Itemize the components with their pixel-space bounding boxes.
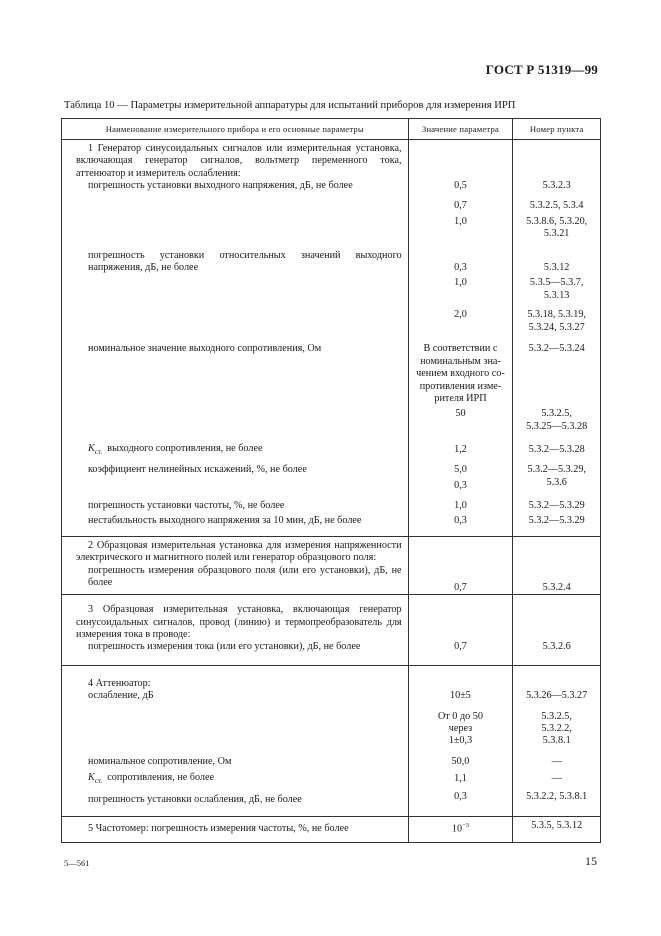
row-value: 0,3 [454, 515, 467, 527]
row-clause: 5.3.2—5.3.29 [528, 515, 585, 527]
table-row [62, 140, 601, 181]
row-value: 1±0,3 [448, 735, 473, 747]
row-value: 0,3 [454, 262, 467, 274]
table-row [62, 274, 601, 306]
row-clause: 5.3.13 [543, 289, 570, 301]
document-id: ГОСТ Р 51319—99 [485, 62, 598, 77]
k-subscript: ст. [94, 776, 103, 785]
group-2-title: 2 Образцовая измерительная установка для измерения напряженности электрического и магнитного полей или генератор образцового поля: [62, 536, 409, 564]
row-value: 0,7 [454, 200, 467, 212]
row-clause: 5.3.24, 5.3.27 [528, 321, 585, 333]
row-name: погрешность установки частоты, %, не более [62, 492, 409, 512]
row-clause: 5.3.2.6 [542, 641, 571, 653]
k-symbol: K [88, 771, 95, 783]
row-value-exponent: −3 [462, 822, 470, 830]
k-symbol: K [88, 442, 95, 454]
row-name: выходного сопротивления, не более [107, 442, 263, 454]
row-value: 1,1 [454, 773, 467, 785]
row-name: сопротивления, не более [107, 771, 215, 783]
row-clause: 5.3.5, 5.3.12 [531, 820, 583, 832]
row-name: погрешность установки ослабления, дБ, не более [62, 791, 409, 817]
table-row [62, 340, 601, 405]
group-3-title: 3 Образцовая измерительная установка, включающая генератор синусоидальных сигналов, провод (линию) и термопреобразователь для измерения тока в проводе: [62, 595, 409, 642]
row-clause: 5.3.6 [546, 476, 567, 488]
table-row [62, 565, 601, 595]
table-row [62, 247, 601, 275]
table-row [62, 641, 601, 665]
row-clause: 5.3.2.4 [542, 581, 571, 593]
table-row [62, 817, 601, 843]
row-clause: 5.3.2.5, [541, 408, 572, 420]
table-row [62, 791, 601, 817]
table-row [62, 180, 601, 192]
row-value: 0,7 [454, 641, 467, 653]
table-row [62, 306, 601, 340]
table-row [62, 769, 601, 791]
table-row [62, 703, 601, 749]
parameters-table [61, 118, 601, 843]
row-clause: 5.3.2.2, 5.3.8.1 [526, 790, 588, 802]
row-clause: 5.3.8.1 [542, 735, 571, 747]
table-row [62, 536, 601, 564]
row-value: В соответствии с [423, 343, 498, 355]
table-row [62, 595, 601, 642]
row-clause: — [551, 773, 562, 785]
table-row [62, 492, 601, 512]
row-value: 5,0 [454, 464, 467, 476]
table-row [62, 213, 601, 247]
row-name: номинальное сопротивление, Ом [62, 749, 409, 769]
column-header-value: Значение параметра [408, 119, 513, 140]
row-clause: 5.3.2—5.3.24 [528, 343, 585, 355]
row-value: 50,0 [451, 756, 470, 768]
row-clause: 5.3.2—5.3.29, [527, 464, 586, 476]
row-clause: 5.3.26—5.3.27 [526, 690, 588, 702]
row-value: через [448, 723, 473, 735]
row-value: противления изме- [419, 380, 502, 392]
row-clause: 5.3.25—5.3.28 [526, 420, 588, 432]
row-value: 1,0 [454, 499, 467, 511]
row-value: номинальным зна- [420, 355, 501, 367]
row-clause: 5.3.2—5.3.29 [528, 499, 585, 511]
row-value: рителя ИРП [434, 393, 487, 405]
row-value: 1,0 [454, 277, 467, 289]
row-clause: 5.3.2.3 [542, 180, 571, 192]
table-row [62, 461, 601, 492]
row-clause: 5.3.18, 5.3.19, [527, 309, 586, 321]
row-clause: 5.3.2.2, [541, 723, 572, 735]
row-clause: 5.3.2—5.3.28 [528, 444, 585, 456]
row-clause: 5.3.5—5.3.7, [529, 277, 584, 289]
row-value: 0,5 [454, 180, 467, 192]
group-1-title: 1 Генератор синусоидальных сигналов или измерительная установка, включающая генератор сигналов, вольтметр переменного тока, аттенюатор и измеритель ослабления: [62, 140, 409, 181]
k-subscript: ст. [94, 447, 103, 456]
page-number: 15 [585, 854, 597, 868]
row-name: ослабление, дБ [62, 690, 409, 702]
row-value: 0,3 [454, 479, 467, 491]
table-header-row [62, 119, 601, 140]
row-value: От 0 до 50 [437, 710, 483, 722]
group-4-title: 4 Аттенюатор: [62, 665, 409, 690]
group-5-title: 5 Частотомер: погрешность измерения частоты, %, не более [62, 817, 409, 843]
row-clause: 5.3.2.5, 5.3.4 [529, 200, 584, 212]
row-name: номинальное значение выходного сопротивления, Ом [62, 340, 409, 405]
footer-signature: 5—561 [64, 858, 90, 868]
table-row [62, 512, 601, 536]
row-clause: 5.3.2.5, [541, 710, 572, 722]
row-name: погрешность измерения тока (или его установки), дБ, не более [62, 641, 409, 665]
row-value: 1,2 [454, 444, 467, 456]
row-value: 10±5 [450, 690, 471, 702]
column-header-clause: Номер пункта [513, 119, 601, 140]
row-name: погрешность установки выходного напряжения, дБ, не более [62, 180, 409, 192]
table-caption: Таблица 10 — Параметры измерительной аппаратуры для испытаний приборов для измерения ИРП [64, 100, 516, 111]
row-name: коэффициент нелинейных искажений, %, не более [62, 461, 409, 492]
row-name: погрешность измерения образцового поля (или его установки), дБ, не более [62, 565, 409, 595]
row-value: 10 [451, 823, 463, 835]
table-row [62, 405, 601, 439]
row-name: нестабильность выходного напряжения за 10 мин, дБ, не более [62, 512, 409, 536]
row-value: 1,0 [454, 215, 467, 227]
row-clause: 5.3.8.6, 5.3.20, [526, 215, 588, 227]
row-name: погрешность установки относительных значений выходного напряжения, дБ, не более [62, 247, 409, 275]
table-row [62, 193, 601, 213]
row-value: 50 [455, 408, 466, 420]
table-row [62, 665, 601, 690]
row-value: чением входного со- [416, 368, 505, 380]
row-clause: 5.3.12 [543, 262, 570, 274]
row-value: 0,3 [454, 790, 467, 802]
row-clause: — [551, 756, 562, 768]
table-row [62, 690, 601, 702]
row-value: 0,7 [454, 581, 467, 593]
row-clause: 5.3.21 [543, 228, 570, 240]
table-row [62, 749, 601, 769]
column-header-name: Наименование измерительного прибора и его основные параметры [62, 119, 409, 140]
row-value: 2,0 [454, 309, 467, 321]
table-row [62, 439, 601, 461]
